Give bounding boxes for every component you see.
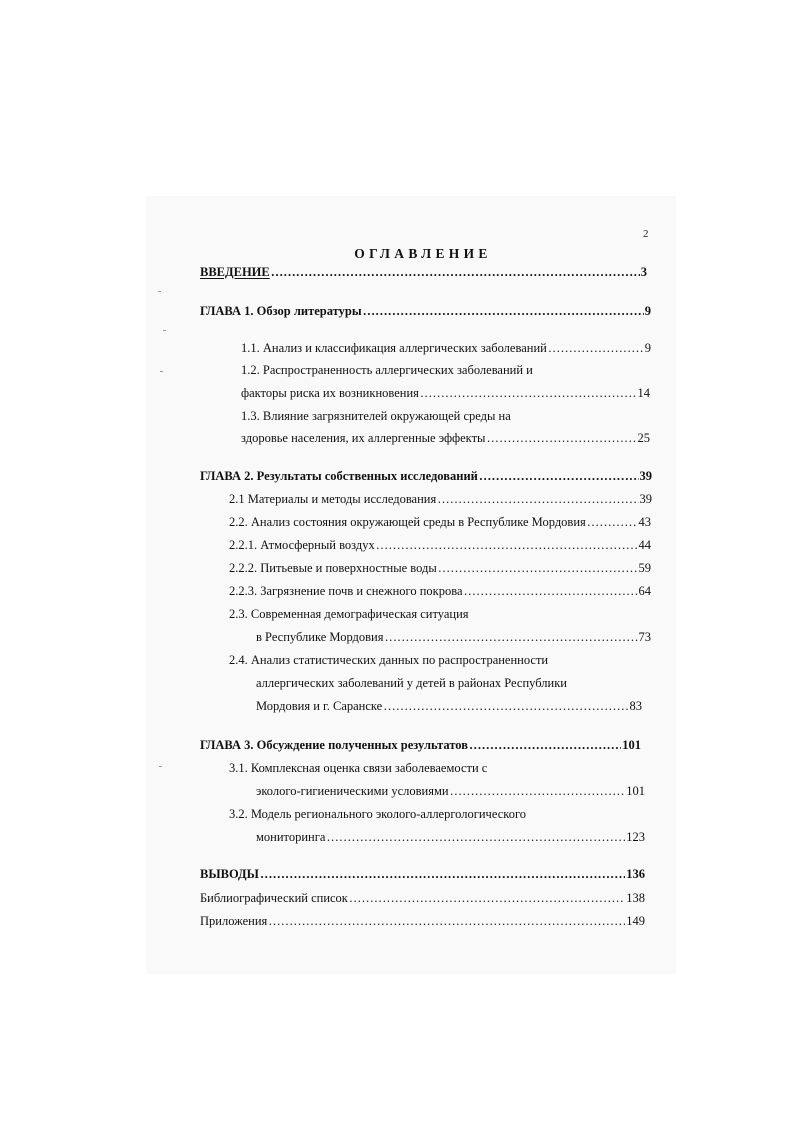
dot-leader [587,513,638,531]
dot-leader [271,263,640,281]
toc-entry-title: 1.1. Анализ и классификация аллергических заболеваний [241,341,547,355]
toc-entry-2-3[interactable] [256,628,651,646]
toc-entry-chapter-3[interactable] [200,736,641,754]
toc-entry-2-4[interactable] [256,697,642,715]
toc-entry-1-1[interactable] [241,339,651,357]
dot-leader [260,865,625,883]
toc-entry-page: 73 [638,630,651,644]
dot-leader [363,302,644,320]
toc-entry-chapter-1[interactable] [200,302,651,320]
toc-entry-page: 64 [638,584,651,598]
toc-entry-page: 43 [638,515,651,529]
toc-entry-1-3[interactable] [241,429,650,447]
toc-entry-bibliography[interactable] [200,889,645,907]
toc-entry-2-2-3[interactable] [229,582,651,600]
toc-entry-title: Библиографический список [200,891,348,905]
toc-entry-page: 14 [637,386,650,400]
toc-entry-title: 2.1 Материалы и методы исследования [229,492,437,506]
toc-entry-title: здоровье населения, их аллергенные эффекты [241,431,486,445]
dot-leader [450,782,626,800]
toc-entry-1-2[interactable] [241,384,650,402]
dot-leader [469,736,621,754]
toc-entry-page: 136 [626,867,645,881]
toc-entry-page: 25 [637,431,650,445]
dot-leader [420,384,637,402]
toc-entry-title: мониторинга [256,830,326,844]
toc-entry-page: 83 [629,699,642,713]
toc-entry-page: 59 [638,561,651,575]
dot-leader [438,559,638,577]
dot-leader [479,467,639,485]
toc-entry-page: 149 [626,914,645,928]
dot-leader [349,889,625,907]
toc-entry-title: Приложения [200,914,268,928]
dot-leader [385,628,638,646]
dot-leader [268,912,625,930]
toc-entry-intro[interactable] [200,263,647,281]
toc-entry-2-3-line1: 2.3. Современная демографическая ситуация [229,607,469,621]
toc-entry-3-2[interactable] [256,828,645,846]
scan-speck [159,766,162,767]
toc-entry-1-3-line1: 1.3. Влияние загрязнителей окружающей среды на [241,409,511,423]
toc-entry-page: 123 [626,830,645,844]
toc-entry-3-2-line1: 3.2. Модель регионального эколого-аллергологического [229,807,527,821]
dot-leader [326,828,625,846]
toc-entry-2-2-2[interactable] [229,559,651,577]
dot-leader [437,490,638,508]
toc-entry-2-2[interactable] [229,513,651,531]
toc-entry-2-1[interactable] [229,490,652,508]
toc-entry-title: ГЛАВА 3. Обсуждение полученных результатов [200,738,468,752]
toc-entry-page: 39 [639,492,652,506]
toc-entry-3-1-line1: 3.1. Комплексная оценка связи заболеваемости с [229,761,488,775]
dot-leader [486,429,636,447]
toc-entry-page: 101 [622,738,641,752]
toc-entry-page: 39 [639,469,652,483]
toc-entry-title: Мордовия и г. Саранске [256,699,383,713]
toc-entry-title: ВВЕДЕНИЕ [200,265,270,279]
scan-speck [158,291,161,292]
toc-entry-title: факторы риска их возникновения [241,386,419,400]
toc-entry-title: ГЛАВА 2. Результаты собственных исследований [200,469,478,483]
toc-entry-page: 3 [640,265,647,279]
toc-entry-title: ГЛАВА 1. Обзор литературы [200,304,362,318]
toc-entry-page: 9 [644,341,651,355]
toc-entry-page: 44 [638,538,651,552]
toc-entry-title: 2.2.1. Атмосферный воздух [229,538,375,552]
dot-leader [548,339,644,357]
toc-entry-2-4-line2: аллергических заболеваний у детей в районах Республики [256,676,567,690]
page-number: 2 [643,228,649,240]
toc-entry-2-2-1[interactable] [229,536,651,554]
toc-entry-2-4-line1: 2.4. Анализ статистических данных по распространенности [229,653,549,667]
toc-entry-1-2-line1: 1.2. Распространенность аллергических заболеваний и [241,363,533,377]
dot-leader [376,536,638,554]
toc-entry-title: в Республике Мордовия [256,630,384,644]
toc-entry-page: 138 [626,891,645,905]
toc-entry-title: 2.2.3. Загрязнение почв и снежного покрова [229,584,463,598]
toc-title: ОГЛАВЛЕНИЕ [354,246,492,261]
scan-speck [163,330,166,331]
toc-entry-title: 2.2. Анализ состояния окружающей среды в Республике Мордовия [229,515,586,529]
toc-entry-title: эколого-гигиеническими условиями [256,784,449,798]
toc-entry-page: 101 [626,784,645,798]
dot-leader [383,697,628,715]
toc-entry-conclusions[interactable] [200,865,645,883]
toc-entry-chapter-2[interactable] [200,467,652,485]
toc-entry-title: ВЫВОДЫ [200,867,259,881]
toc-entry-title: 2.2.2. Питьевые и поверхностные воды [229,561,437,575]
dot-leader [464,582,638,600]
toc-entry-3-1[interactable] [256,782,645,800]
scan-speck [160,371,163,372]
toc-entry-page: 9 [644,304,651,318]
toc-entry-appendices[interactable] [200,912,645,930]
